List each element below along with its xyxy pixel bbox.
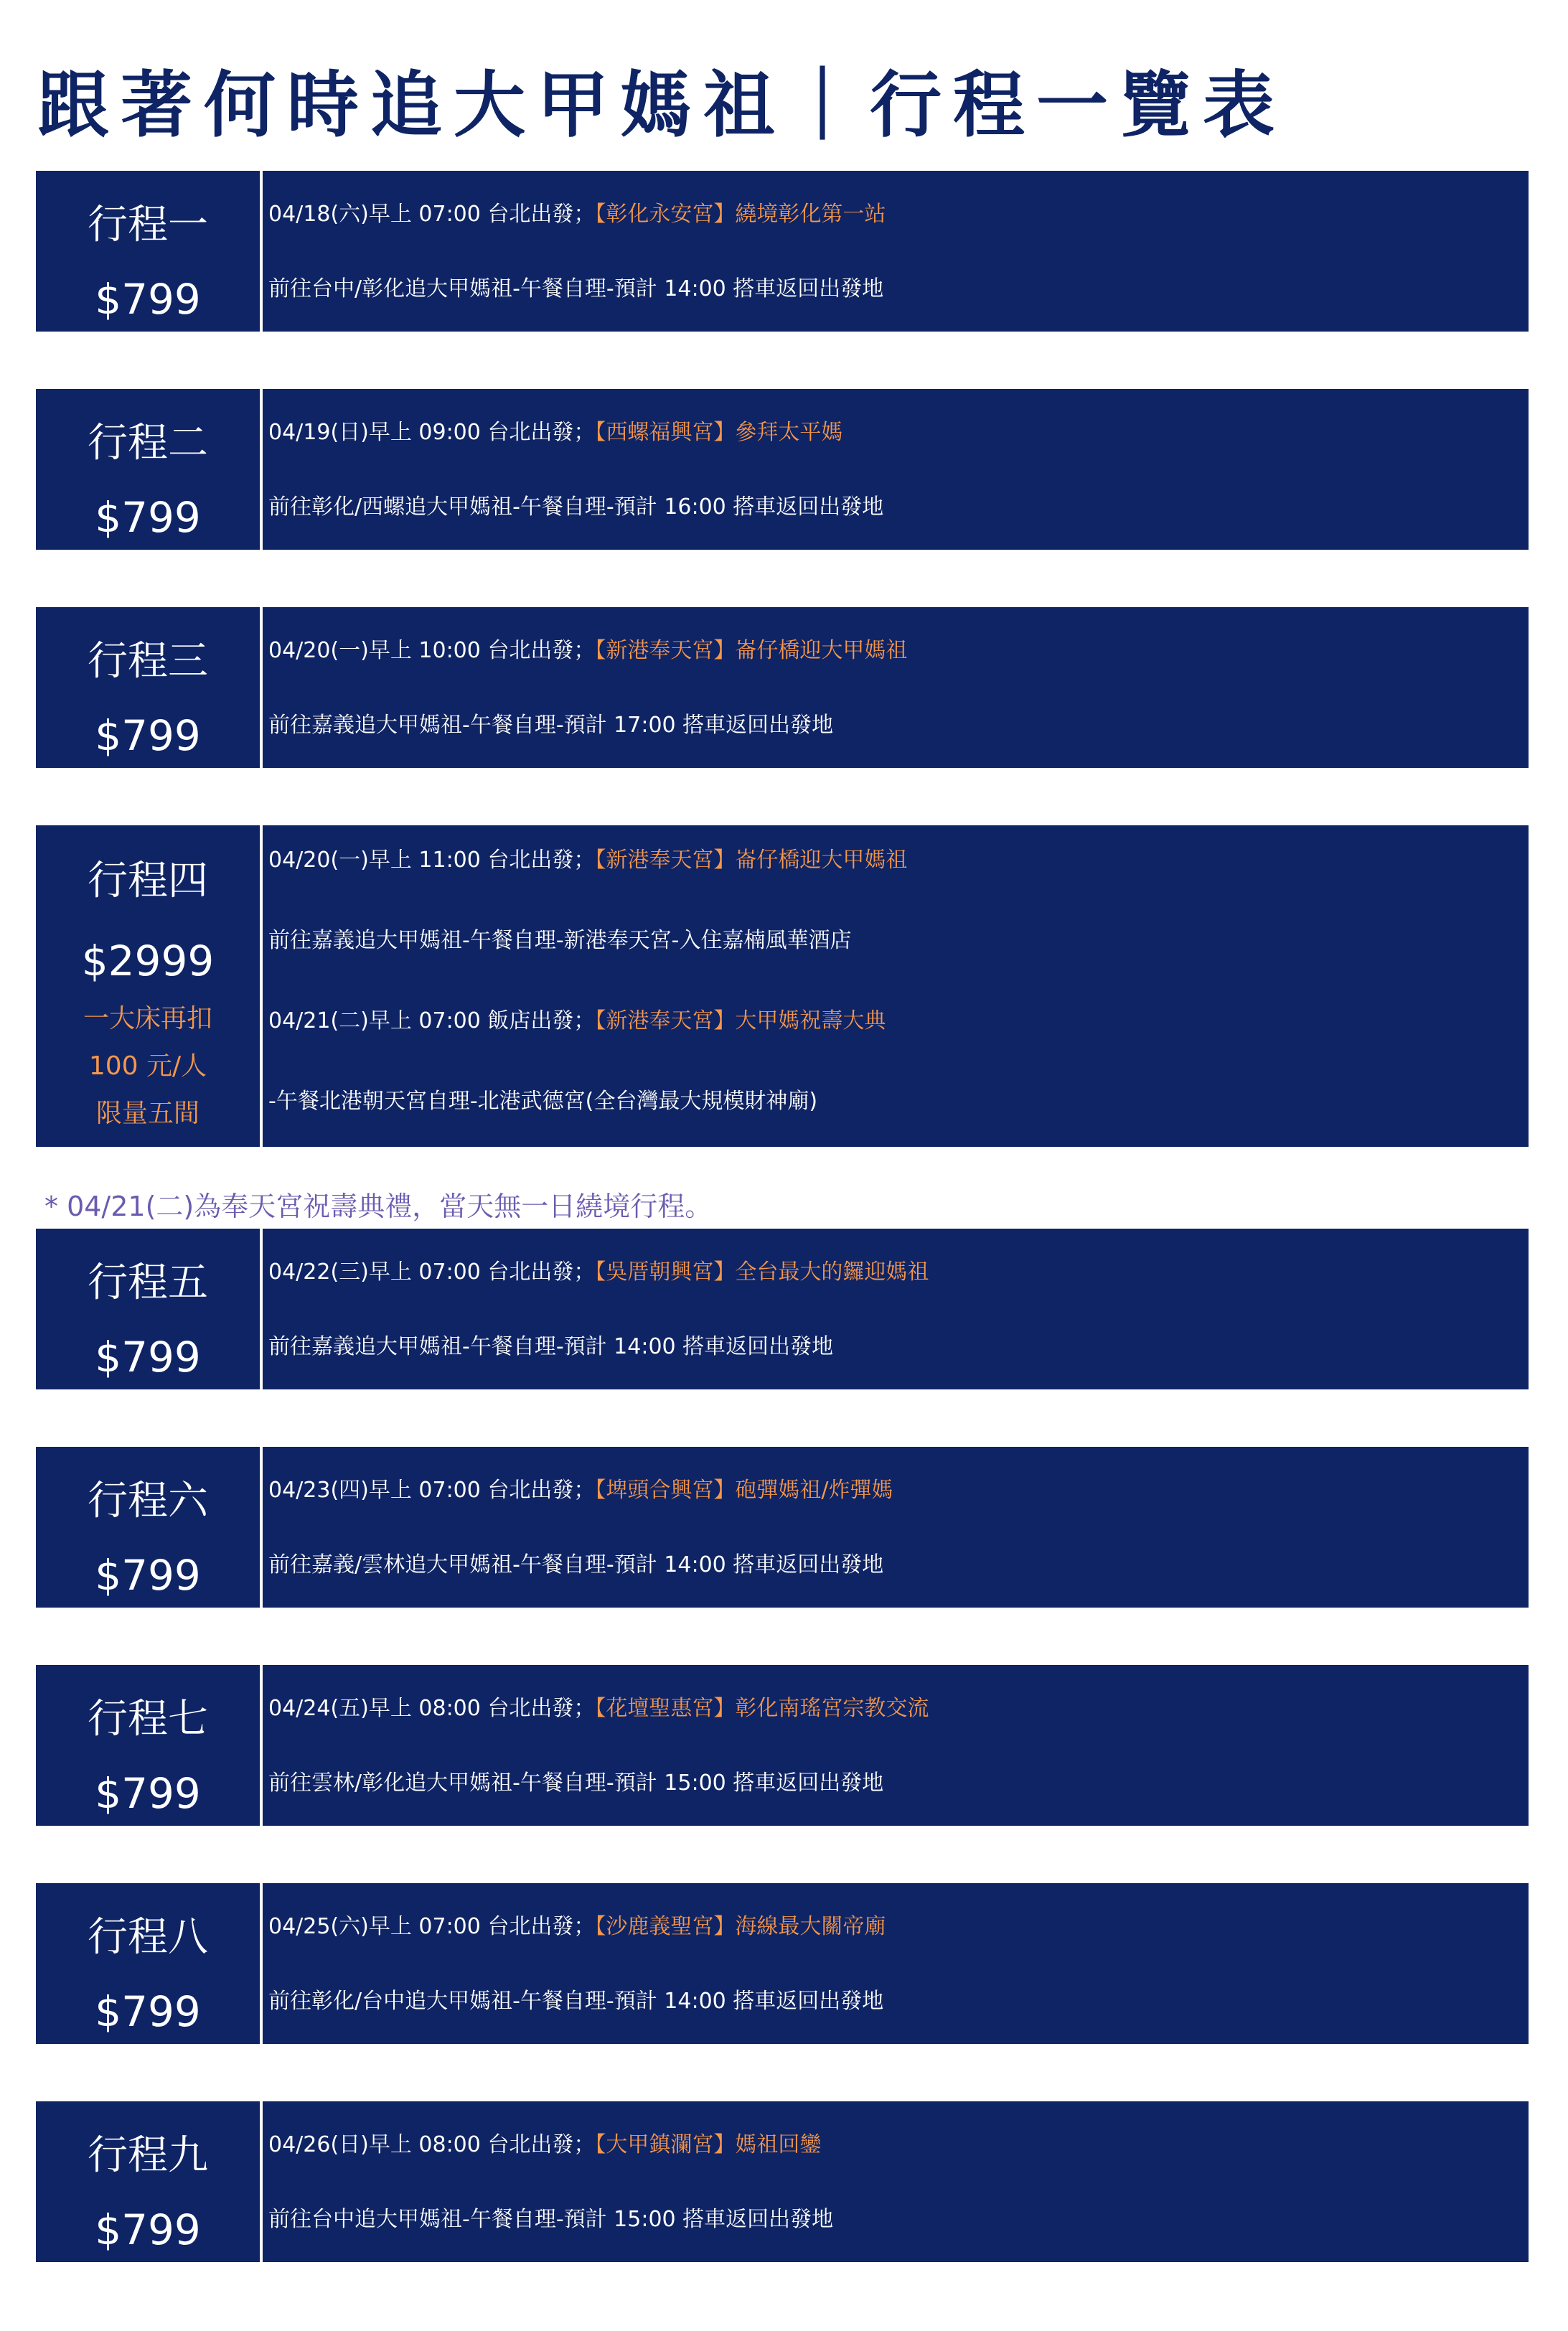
trip-line <box>268 1262 1529 1283</box>
trip-line-text: 04/18(六)早上 07:00 台北出發； <box>268 202 596 227</box>
trip-line-text: 前往雲林/彰化追大甲媽祖-午餐自理-預計 15:00 搭車返回出發地 <box>268 1770 884 1796</box>
trip-line-text: 前往彰化/台中追大甲媽祖-午餐自理-預計 14:00 搭車返回出發地 <box>268 1989 884 2014</box>
trip-card-8 <box>36 1883 1529 2044</box>
trip-line-highlight: 【吳厝朝興宮】全台最大的鑼迎媽祖 <box>595 1260 929 1285</box>
trip-line <box>268 930 1529 952</box>
trip-label-cell <box>36 825 263 1147</box>
trip-line-highlight: 【彰化永安宮】繞境彰化第一站 <box>595 202 886 227</box>
trip-discount-note: 100 元/人 <box>88 1051 207 1081</box>
trip-line <box>268 850 1529 871</box>
trip-line-text: 04/20(一)早上 11:00 台北出發； <box>268 848 596 873</box>
trip-line <box>268 2134 1529 2156</box>
trip-line-text: 04/24(五)早上 08:00 台北出發； <box>268 1696 596 1721</box>
trip-line-highlight: 【新港奉天宮】崙仔橋迎大甲媽祖 <box>595 638 908 663</box>
trip-price: $2999 <box>81 937 215 985</box>
trip-line-highlight: 【西螺福興宮】參拜太平媽 <box>595 420 843 445</box>
trip-price: $799 <box>95 1333 201 1382</box>
trip-price: $799 <box>95 275 201 324</box>
trip-line-text: 04/26(日)早上 08:00 台北出發； <box>268 2132 596 2157</box>
trip-line-text: 前往彰化/西螺追大甲媽祖-午餐自理-預計 16:00 搭車返回出發地 <box>268 494 884 520</box>
trip-line <box>268 2209 1529 2231</box>
trip-details <box>268 1447 1529 1608</box>
trip-line-text: 前往台中/彰化追大甲媽祖-午餐自理-預計 14:00 搭車返回出發地 <box>268 276 884 301</box>
trip-details <box>268 171 1529 332</box>
trip-line-text: 前往嘉義追大甲媽祖-午餐自理-新港奉天宮-入住嘉楠風華酒店 <box>268 928 852 953</box>
trip-line <box>268 278 1529 300</box>
trip-details <box>268 607 1529 768</box>
trip-line-text: 前往嘉義追大甲媽祖-午餐自理-預計 17:00 搭車返回出發地 <box>268 713 834 738</box>
trip-details <box>268 389 1529 550</box>
trip-line-text: -午餐北港朝天宮自理-北港武德宮(全台灣最大規模財神廟) <box>268 1089 818 1114</box>
trip-line-highlight: 【大甲鎮瀾宮】媽祖回鑾 <box>595 2132 822 2157</box>
trip-name: 行程二 <box>88 420 208 466</box>
trip-line-text: 前往嘉義/雲林追大甲媽祖-午餐自理-預計 14:00 搭車返回出發地 <box>268 1552 884 1577</box>
trip-price: $799 <box>95 711 201 760</box>
trip-price: $799 <box>95 493 201 542</box>
trip-card-2 <box>36 389 1529 550</box>
trip-line-highlight: 【新港奉天宮】大甲媽祝壽大典 <box>595 1008 886 1033</box>
trip-line <box>268 1991 1529 2012</box>
trip-details <box>268 1229 1529 1389</box>
trip-line <box>268 1480 1529 1501</box>
trip-line-text: 04/21(二)早上 07:00 飯店出發； <box>268 1008 596 1033</box>
trip-label-cell <box>36 2101 263 2262</box>
trip-details <box>268 1665 1529 1826</box>
trip-line <box>268 422 1529 444</box>
trip-details <box>268 2101 1529 2262</box>
trip-line <box>268 1770 1529 1796</box>
trip-price: $799 <box>95 1551 201 1600</box>
page-title: 跟著何時追大甲媽祖｜行程一覽表 <box>37 63 1286 147</box>
trip-price: $799 <box>95 1987 201 2036</box>
trip-line <box>268 204 1529 225</box>
trip-name: 行程六 <box>88 1478 208 1524</box>
trip-label-cell <box>36 1447 263 1608</box>
trip-line-text: 04/20(一)早上 10:00 台北出發； <box>268 638 596 663</box>
trip-line <box>268 1698 1529 1720</box>
trip-line-text: 04/19(日)早上 09:00 台北出發； <box>268 420 596 445</box>
trip-label-cell <box>36 171 263 332</box>
trip-card-7 <box>36 1665 1529 1826</box>
trip-name: 行程九 <box>88 2132 208 2179</box>
trip-line <box>268 1916 1529 1938</box>
trip-line-text: 前往台中追大甲媽祖-午餐自理-預計 15:00 搭車返回出發地 <box>268 2207 834 2232</box>
trip-price: $799 <box>95 2205 201 2254</box>
trip-details <box>268 1883 1529 2044</box>
trip-discount-note: 限量五間 <box>95 1099 199 1128</box>
trip-label-cell <box>36 1665 263 1826</box>
trip-name: 行程八 <box>88 1914 208 1961</box>
trip-line <box>268 1091 1529 1112</box>
trip-line <box>268 494 1529 520</box>
trip-name: 行程七 <box>88 1696 208 1743</box>
trip-card-5 <box>36 1229 1529 1389</box>
trip-label-cell <box>36 1883 263 2044</box>
trip-label-cell <box>36 1229 263 1389</box>
trip-line-text: 04/25(六)早上 07:00 台北出發； <box>268 1914 596 1939</box>
trip-details <box>268 825 1529 1147</box>
trip-line-highlight: 【沙鹿義聖宮】海線最大關帝廟 <box>595 1914 886 1939</box>
trip-line-text: 04/22(三)早上 07:00 台北出發； <box>268 1260 596 1285</box>
trip-name: 行程三 <box>88 638 208 685</box>
trip-name: 行程四 <box>88 858 208 904</box>
trip-line <box>268 640 1529 662</box>
trip-label-cell <box>36 389 263 550</box>
trip-label-cell <box>36 607 263 768</box>
trip-line <box>268 715 1529 736</box>
trip-line-text: 04/23(四)早上 07:00 台北出發； <box>268 1478 596 1503</box>
trip-name: 行程一 <box>88 202 208 248</box>
trip-line-highlight: 【埤頭合興宮】砲彈媽祖/炸彈媽 <box>595 1478 893 1503</box>
trip-line-text: 前往嘉義追大甲媽祖-午餐自理-預計 14:00 搭車返回出發地 <box>268 1334 834 1359</box>
trip-card-9 <box>36 2101 1529 2262</box>
trip-card-6 <box>36 1447 1529 1608</box>
trip-line-highlight: 【新港奉天宮】崙仔橋迎大甲媽祖 <box>595 848 908 873</box>
trip-line <box>268 1010 1529 1032</box>
trip-line-highlight: 【花壇聖惠宮】彰化南瑤宮宗教交流 <box>595 1696 929 1721</box>
trip-line <box>268 1554 1529 1576</box>
trip-price: $799 <box>95 1769 201 1818</box>
trip-name: 行程五 <box>88 1260 208 1306</box>
trip-card-1 <box>36 171 1529 332</box>
trip-discount-note: 一大床再扣 <box>83 1004 212 1033</box>
trip-card-4 <box>36 825 1529 1147</box>
trip-line <box>268 1336 1529 1358</box>
footnote: * 04/21(二)為奉天宮祝壽典禮，當天無一日繞境行程。 <box>44 1191 713 1222</box>
trip-card-3 <box>36 607 1529 768</box>
